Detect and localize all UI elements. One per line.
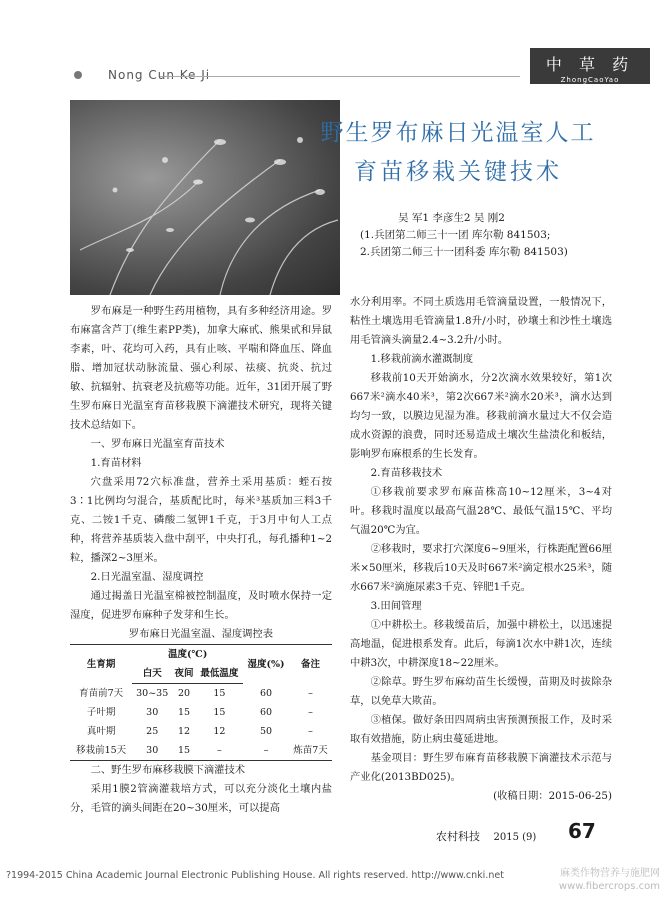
cell-note: –	[308, 726, 313, 737]
header-rule	[160, 76, 520, 77]
cell-night: 15	[177, 707, 191, 718]
page-number: 67	[568, 819, 596, 843]
paragraph-transplant-spacing: ②移栽时，要求打穴深度6~9厘米，行株距配置66厘米×50厘米，移栽后10天及时667米²滴定根水25米³，随水667米²滴施尿素3千克、锌肥1千克。	[350, 543, 612, 593]
cell-period: 移栽前15天	[70, 741, 132, 761]
subheading-climate-control: 2.日光温室温、湿度调控	[90, 571, 204, 583]
subheading-field-management: 3.田间管理	[370, 600, 422, 612]
cell-day: 30	[146, 707, 159, 718]
journal-pinyin: Nong Cun Ke Ji	[108, 68, 211, 82]
right-column	[350, 293, 612, 806]
table-header-humidity: 湿度(%)	[243, 645, 289, 684]
paragraph-transplant-height: ①移栽前要求罗布麻苗株高10~12厘米，3~4对叶。移栽时温度以最高气温28℃、最低气温15℃、平均气温20℃为宜。	[350, 486, 612, 536]
table-title: 罗布麻日光温室温、湿度调控表	[128, 628, 274, 640]
cell-day: 25	[146, 726, 159, 737]
subheading-seedling-material: 1.育苗材料	[90, 457, 142, 469]
paragraph-drip-irrigation: 采用1膜2管滴灌栽培方式，可以充分淡化土壤内盐分，毛管的滴头间距在20~30厘米，可以提高	[70, 783, 332, 814]
cell-period: 子叶期	[86, 707, 116, 718]
cell-min: 12	[213, 726, 226, 737]
table-row	[70, 741, 332, 761]
table-header-period: 生育期	[70, 645, 132, 684]
cell-note: –	[308, 707, 313, 718]
paragraph-seedling-material: 穴盘采用72穴标准盘，营养土采用基质：蛭石按3∶1比例均匀混合，基质配比时，每米³基质加三料3千克、二铵1千克、磷酸二氢钾1千克，于3月中旬人工点种，将营养基质装入盘中刮平，中央打孔，每孔播种1~2粒，播深2~3厘米。	[70, 476, 332, 564]
subheading-transplant-technique: 2.育苗移栽技术	[370, 467, 443, 479]
column-pinyin: ZhongCaoYao	[560, 76, 620, 84]
page-header	[0, 40, 668, 96]
paragraph-weeding: ②除草。野生罗布麻幼苗生长缓慢，苗期及时拔除杂草，以免草大欺苗。	[350, 676, 612, 707]
funding-note: 基金项目：野生罗布麻育苗移栽膜下滴灌技术示范与产业化(2013BD025)。	[350, 752, 612, 783]
paragraph-plant-protection: ③植保。做好条田四周病虫害预测预报工作，及时采取有效措施，防止病虫蔓延进地。	[350, 714, 612, 745]
section-heading-2: 二、野生罗布麻移栽膜下滴灌技术	[90, 764, 246, 776]
intro-paragraph: 罗布麻是一种野生药用植物，具有多种经济用途。罗布麻富含芦丁(维生素PP类)，加拿大麻甙、熊果甙和异鼠李素，叶、花均可入药，具有止咳、平喘和降血压、降血脂、增加冠状动脉流量、强心利尿、祛痰、抗炎、抗过敏、抗辐射、抗衰老及抗癌等功能。近年，31团开展了野生罗布麻日光温室育苗移栽膜下滴灌技术研究，现将关键技术总结如下。	[70, 305, 332, 431]
left-column	[70, 302, 332, 818]
bullet-icon	[74, 71, 82, 79]
paragraph-cultivation: ①中耕松土。移栽缓苗后，加强中耕松土，以迅速提高地温，促进根系发育。此后，每滴1次水中耕1次，连续中耕3次，中耕深度18~22厘米。	[350, 619, 612, 669]
table-header-temp: 温度(℃)	[132, 645, 243, 665]
title-line-1: 野生罗布麻日光温室人工	[320, 120, 596, 146]
cell-humidity: 50	[259, 726, 273, 737]
affiliation-1: (1.兵团第二师三十一团 库尔勒 841503;	[360, 229, 551, 241]
cell-note: –	[308, 687, 313, 699]
subheading-pre-transplant-irrigation: 1.移栽前滴水灌溉制度	[370, 353, 474, 365]
table-row	[70, 684, 332, 704]
table-row	[70, 703, 332, 722]
table-header-note: 备注	[289, 645, 332, 684]
watermark-cn: 麻类作物营养与施肥网	[560, 868, 660, 879]
cell-period: 真叶期	[86, 726, 116, 737]
table-row	[70, 722, 332, 741]
cell-night: 12	[177, 726, 191, 737]
table-header-min: 最低温度	[196, 664, 243, 684]
cell-night: 20	[177, 688, 191, 699]
cell-humidity: 60	[259, 707, 273, 718]
cell-note: 炼苗7天	[289, 741, 332, 761]
cell-min: 15	[213, 688, 226, 699]
footer-journal: 农村科技	[436, 830, 480, 843]
page-footer	[436, 819, 596, 844]
cell-humidity: –	[243, 741, 289, 761]
title-line-2: 育苗移栽关键技术	[354, 159, 562, 185]
watermark	[540, 867, 660, 893]
cell-min: 15	[213, 707, 226, 718]
cell-min: –	[196, 741, 243, 761]
copyright-line: ?1994-2015 China Academic Journal Electronic Publishing House. All rights reserved. http://www.cnki.net	[6, 870, 504, 881]
cell-day: 30~35	[136, 688, 169, 699]
cell-humidity: 60	[259, 687, 273, 699]
article-title	[288, 114, 628, 186]
cell-day: 30	[132, 741, 172, 761]
paragraph-climate-control: 通过揭盖日光温室棉被控制温度，及时喷水保持一定湿度，促进罗布麻种子发芽和生长。	[70, 590, 332, 621]
footer-issue: 2015 (9)	[493, 832, 537, 843]
column-name: 中 草 药	[545, 55, 635, 74]
watermark-en: www.fibercrops.com	[558, 881, 660, 892]
received-date: (收稿日期：2015-06-25)	[493, 790, 612, 802]
table-header-night: 夜间	[172, 664, 196, 684]
column-tag	[530, 48, 650, 84]
cell-night: 15	[172, 741, 196, 761]
cell-period: 育苗前7天	[79, 687, 124, 699]
paragraph-water-use: 水分利用率。不同土质选用毛管滴量设置，一般情况下，粘性土壤选用毛管滴量1.8升/小时，砂壤土和沙性土壤选用毛管滴头滴量2.4~3.2升/小时。	[350, 296, 612, 346]
author-names: 吴 军1 李彦生2 吴 刚2	[398, 212, 505, 224]
climate-table	[70, 644, 332, 761]
section-heading-1: 一、罗布麻日光温室育苗技术	[90, 438, 225, 450]
author-block	[350, 210, 650, 261]
affiliation-2: 2.兵团第二师三十一团科委 库尔勒 841503)	[360, 246, 568, 258]
paragraph-pre-transplant-irrigation: 移栽前10天开始滴水，分2次滴水效果较好，第1次667米²滴水40米³，第2次667米²滴水20米³，滴水达到均匀一致，以膜边见湿为准。移栽前滴水量过大不仅会造成水资源的浪费，同时还易造成土壤次生盐渍化和板结，影响罗布麻根系的生长发育。	[350, 372, 612, 460]
table-header-day: 白天	[132, 664, 172, 684]
